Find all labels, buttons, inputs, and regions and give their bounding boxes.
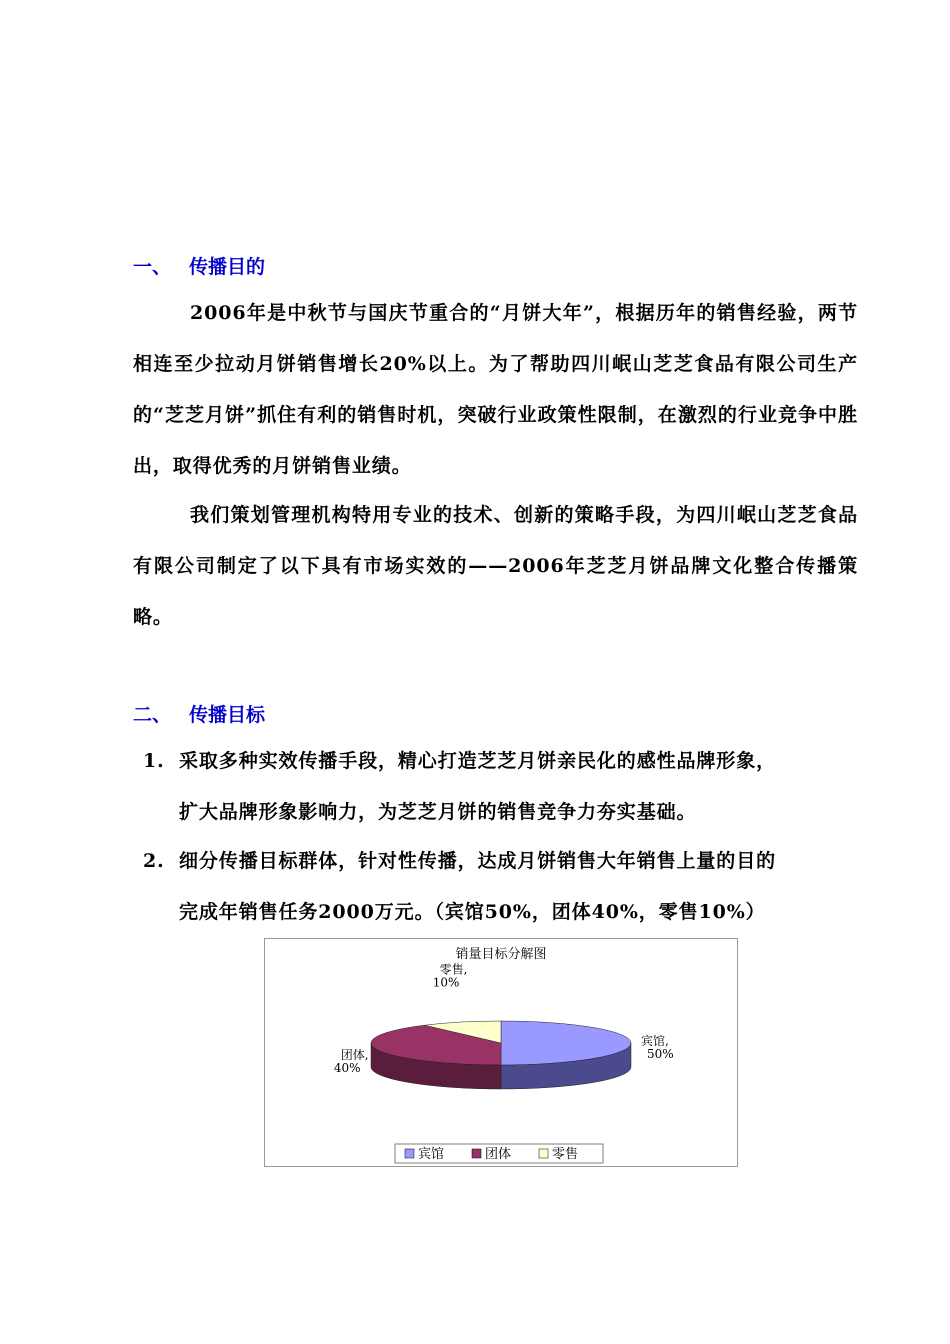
pie-data-label-name: 团体, bbox=[340, 1048, 369, 1063]
pie-data-label-value: 50% bbox=[647, 1047, 674, 1061]
legend-swatch-宾馆 bbox=[405, 1149, 414, 1158]
pie-data-label-value: 40% bbox=[333, 1061, 361, 1076]
section1-title: 传播目的 bbox=[189, 256, 266, 278]
sales-pie-chart bbox=[264, 938, 738, 1167]
legend-items bbox=[405, 1146, 578, 1162]
chart-title: 销量目标分解图 bbox=[455, 947, 547, 962]
section1-paragraph-2: 我们策划管理机构特用专业的技术、创新的策略手段，为四川岷山芝芝食品有限公司制定了以下具有市场实效的——2006年芝芝月饼品牌文化整合传播策略。 bbox=[133, 504, 858, 628]
goal-list-item-1 bbox=[143, 736, 858, 838]
legend-swatch-团体 bbox=[472, 1149, 481, 1158]
section2-number: 二、 bbox=[133, 704, 172, 726]
section1-paragraph-1: 2006年是中秋节与国庆节重合的“月饼大年”，根据历年的销售经验，两节相连至少拉动月饼销售增长20%以上。为了帮助四川岷山芝芝食品有限公司生产的“芝芝月饼”抓住有利的销售时机，突破行业政策性限制，在激烈的行业竞争中胜出，取得优秀的月饼销售业绩。 bbox=[133, 302, 858, 477]
legend bbox=[395, 1144, 603, 1163]
section2-heading bbox=[133, 700, 265, 727]
legend-swatch-零售 bbox=[539, 1149, 548, 1158]
pie-data-label-name: 零售, bbox=[439, 962, 468, 977]
goal-text-line: 细分传播目标群体，针对性传播，达成月饼销售大年销售上量的目的 bbox=[179, 850, 777, 872]
section2-title: 传播目标 bbox=[189, 704, 266, 726]
legend-label: 团体 bbox=[485, 1147, 512, 1162]
legend-label: 宾馆 bbox=[418, 1147, 445, 1162]
goal-text-line: 采取多种实效传播手段，精心打造芝芝月饼亲民化的感性品牌形象， bbox=[179, 750, 777, 772]
pie-data-label-value: 10% bbox=[432, 975, 460, 990]
goal-number: 2. bbox=[143, 850, 165, 872]
pie-chart-svg bbox=[265, 939, 737, 1166]
goal-text-line: 扩大品牌形象影响力，为芝芝月饼的销售竞争力夯实基础。 bbox=[179, 801, 697, 823]
goal-number: 1. bbox=[143, 750, 165, 772]
goal-list-item-2 bbox=[143, 836, 858, 938]
section1-number: 一、 bbox=[133, 256, 172, 278]
goal-text-line: 完成年销售任务2000万元。（宾馆50%，团体40%，零售10%） bbox=[179, 901, 766, 923]
pie-tops bbox=[371, 1021, 631, 1065]
section1-heading bbox=[133, 252, 265, 279]
pie-data-label-name: 宾馆, bbox=[641, 1034, 669, 1048]
legend-label: 零售 bbox=[552, 1147, 579, 1162]
